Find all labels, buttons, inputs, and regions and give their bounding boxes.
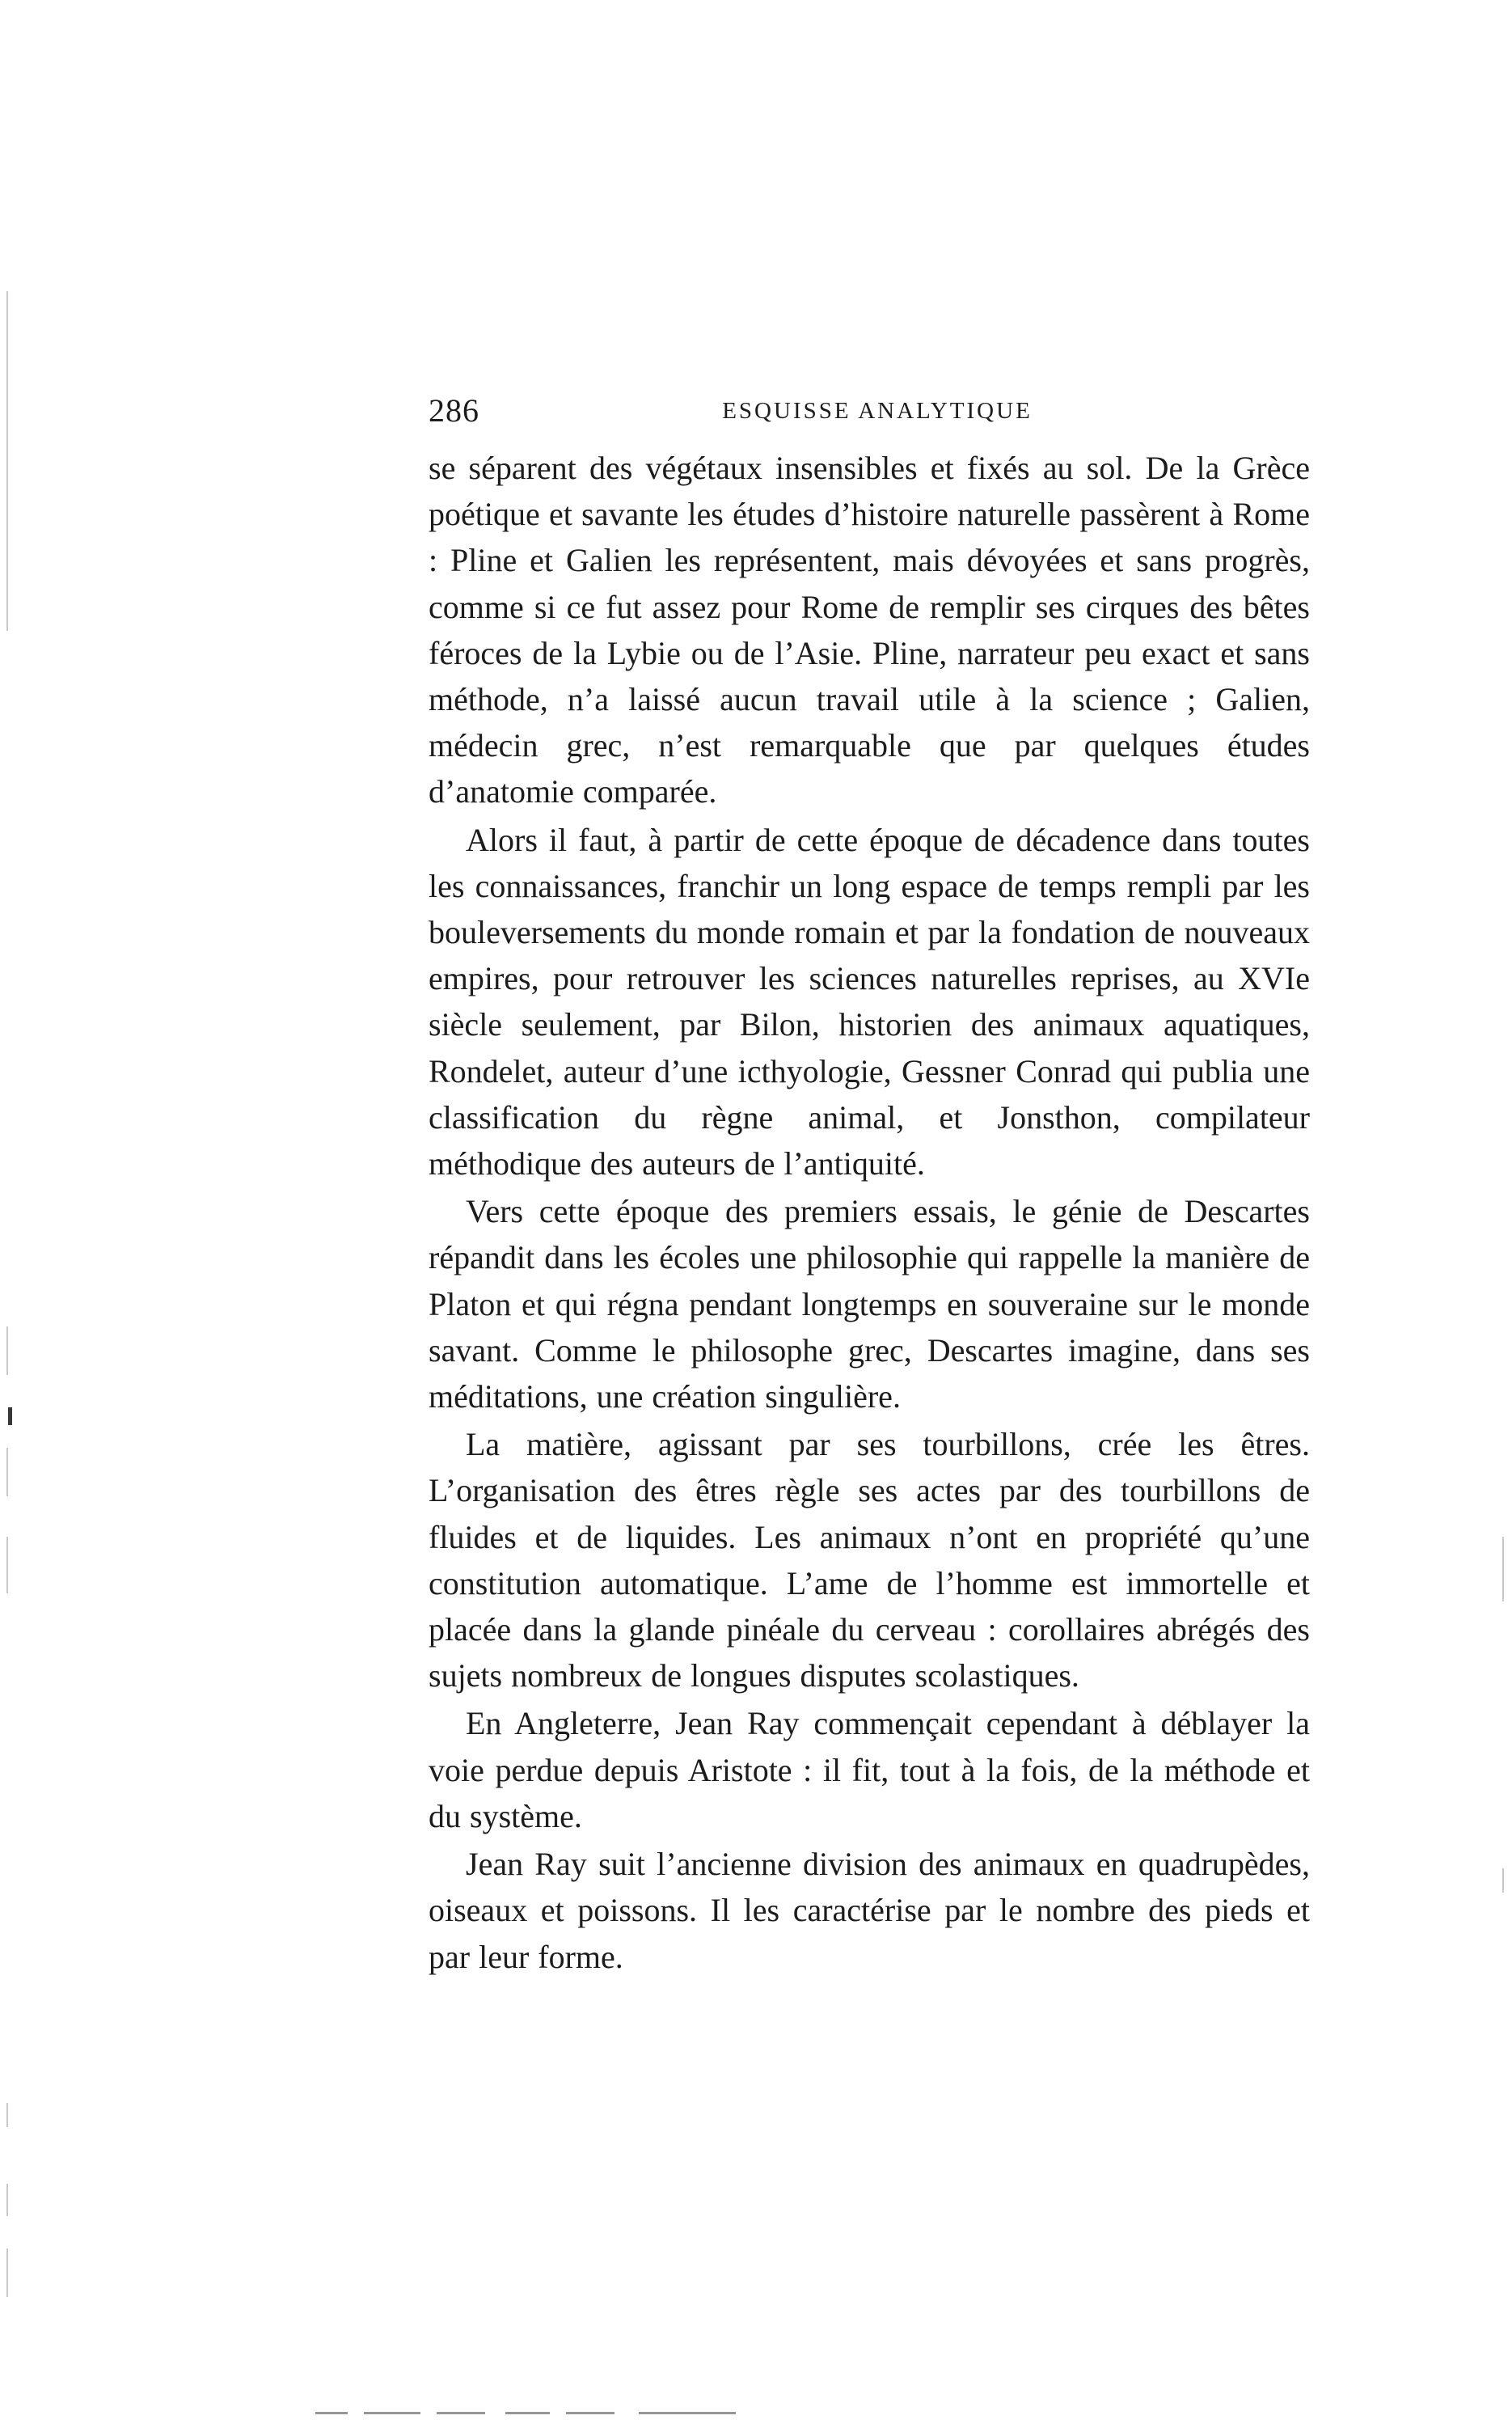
scan-margin-line bbox=[6, 1326, 8, 1375]
scan-margin-line bbox=[1502, 1537, 1504, 1601]
page-number: 286 bbox=[429, 392, 479, 429]
scan-bottom-dash bbox=[505, 2412, 550, 2414]
scan-margin-line bbox=[8, 1407, 12, 1425]
scan-margin-line bbox=[6, 1537, 8, 1593]
paragraph: La matière, agissant par ses tourbillons, crée les êtres. L’organisation des êtres règle ses actes par des tourbillons de fluides et de liquides. Les animaux n’ont en propriété qu’une constitution automatique. L’ame de l’homme est immortelle et placée dans la glande pinéale du cerveau : corollaires abrégés des sujets nombreux de longues disputes scolastiques. bbox=[429, 1426, 1310, 1694]
paragraph: se séparent des végétaux insensibles et fixés au sol. De la Grèce poétique et savante les études d’histoire naturelle passèrent à Rome : Pline et Galien les représentent, mais dévoyées et sans progrès, comme si ce fut assez pour Rome de remplir ses cirques des bêtes féroces de la Lybie ou de l’Asie. Pline, narrateur peu exact et sans méthode, n’a laissé aucun travail utile à la science ; Galien, médecin grec, n’est remarquable que par quelques études d’anatomie comparée. bbox=[429, 450, 1310, 810]
scan-margin-line bbox=[6, 2103, 8, 2127]
scan-bottom-dash bbox=[437, 2412, 485, 2414]
scan-margin-line bbox=[6, 291, 8, 631]
paragraph: Vers cette époque des premiers essais, le génie de Descartes répandit dans les écoles une philosophie qui rappelle la manière de Platon et qui régna pendant longtemps en souveraine sur le monde savant. Comme le philosophe grec, Descartes imagine, dans ses méditations, une création singulière. bbox=[429, 1193, 1310, 1415]
body-text bbox=[429, 445, 1310, 1982]
running-title: ESQUISSE ANALYTIQUE bbox=[722, 398, 1033, 424]
paragraph: En Angleterre, Jean Ray commençait cependant à déblayer la voie perdue depuis Aristote : il fit, tout à la fois, de la méthode et du système. bbox=[429, 1705, 1310, 1834]
running-head bbox=[429, 387, 1310, 435]
scan-margin-line bbox=[6, 1448, 8, 1496]
scan-bottom-dash bbox=[364, 2412, 420, 2414]
paragraph: Jean Ray suit l’ancienne division des animaux en quadrupèdes, oiseaux et poissons. Il les caractérise par le nombre des pieds et par leur forme. bbox=[429, 1846, 1310, 1975]
scan-bottom-dash bbox=[315, 2412, 348, 2414]
scan-bottom-dash bbox=[566, 2412, 615, 2414]
scan-margin-line bbox=[6, 2248, 8, 2297]
scan-margin-line bbox=[6, 2184, 8, 2216]
paragraph: Alors il faut, à partir de cette époque de décadence dans toutes les connaissances, franchir un long espace de temps rempli par les bouleversements du monde romain et par la fondation de nouveaux empires, pour retrouver les sciences naturelles reprises, au XVIe siècle seulement, par Bilon, historien des animaux aquatiques, Rondelet, auteur d’une icthyologie, Gessner Conrad qui publia une classification du règne animal, et Jonsthon, compilateur méthodique des auteurs de l’antiquité. bbox=[429, 821, 1310, 1182]
scan-margin-line bbox=[1502, 1868, 1504, 1893]
scan-bottom-dash bbox=[639, 2412, 736, 2414]
